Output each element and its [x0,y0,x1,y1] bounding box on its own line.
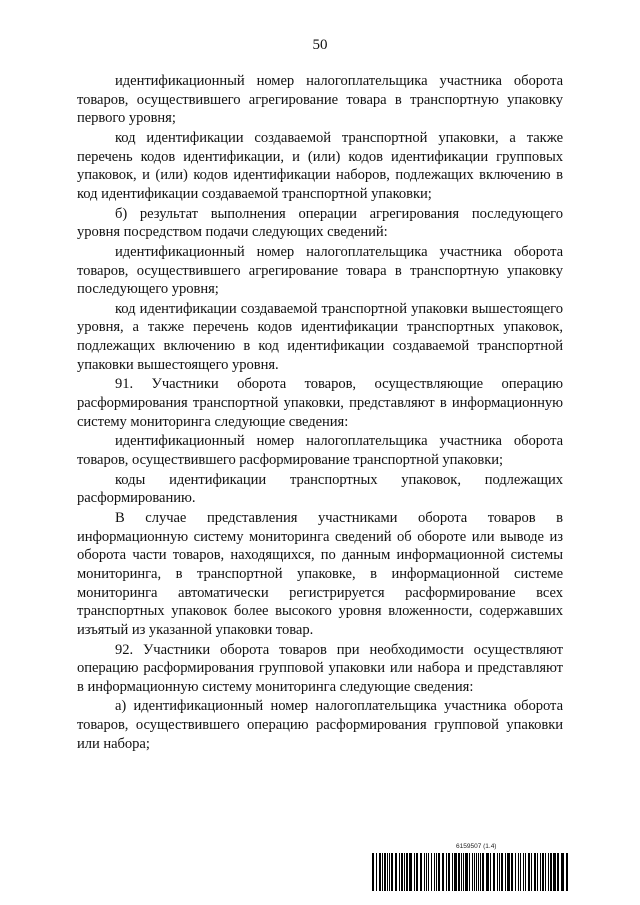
paragraph: идентификационный номер налогоплательщика участника оборота товаров, осуществившего агрегирование товара в транспортную упаковку последующего уровня; [77,243,563,298]
paragraph: идентификационный номер налогоплательщика участника оборота товаров, осуществившего расформирование транспортной упаковки; [77,433,563,468]
paragraph: В случае представления участниками оборота товаров в информационную систему мониторинга сведений об обороте или выводе из оборота части товаров, находящихся, по данным информационной системы мониторинга, в транспортной упаковке, в информационной системе мониторинга автоматически регистрируется расформирование всех транспортных упаковок более высокого уровня вложенности, содержавших изъятый из указанной упаковки товар. [77,510,563,638]
barcode-block [372,843,568,891]
page-number: 50 [312,37,328,53]
paragraph: 92. Участники оборота товаров при необходимости осуществляют операцию расформирования групповой упаковки или набора и представляют в информационную систему мониторинга следующие сведения: [77,641,563,695]
paragraph: код идентификации создаваемой транспортной упаковки, а также перечень кодов идентификации, и (или) кодов идентификации групповых упаковок, и (или) кодов идентификации наборов, подлежащих включению в код идентификации создаваемой транспортной упаковки; [77,129,563,202]
barcode-image [372,853,568,891]
paragraph: б) результат выполнения операции агрегирования последующего уровня посредством подачи следующих сведений: [77,205,563,241]
paragraph: а) идентификационный номер налогоплательщика участника оборота товаров, осуществившего операцию расформирования групповой упаковки или набора; [77,698,563,752]
paragraph: идентификационный номер налогоплательщика участника оборота товаров, осуществившего агрегирование товара в транспортную упаковку первого уровня; [77,73,563,127]
barcode-label: 6159507 (1.4) [456,843,497,850]
paragraph: код идентификации создаваемой транспортной упаковки вышестоящего уровня, а также перечень кодов идентификации транспортных упаковок, подлежащих включению в код идентификации создаваемой транспортной упаковки вышестоящего уровня. [77,300,563,373]
document-body [77,72,563,754]
paragraph: коды идентификации транспортных упаковок, подлежащих расформированию. [77,471,563,507]
paragraph: 91. Участники оборота товаров, осуществляющие операцию расформирования транспортной упаковки, представляют в информационную систему мониторинга следующие сведения: [77,376,563,430]
